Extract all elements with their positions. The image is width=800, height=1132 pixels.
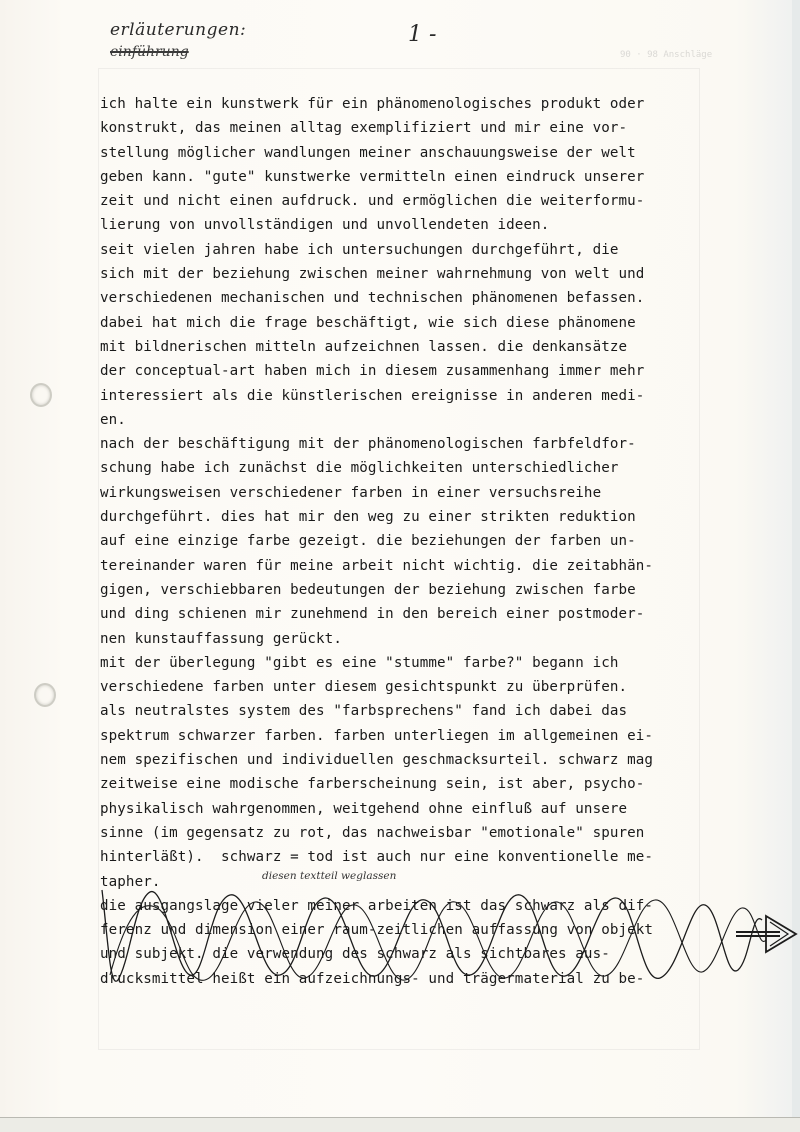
text-line: zeitweise eine modische farberscheinung sein, ist aber, psycho- <box>100 776 645 793</box>
text-line: verschiedene farben unter diesem gesichtspunkt zu überprüfen. <box>100 679 628 696</box>
text-line: lierung von unvollständigen und unvollendeten ideen. <box>100 217 550 234</box>
typed-body-text <box>100 92 740 991</box>
text-line: seit vielen jahren habe ich untersuchungen durchgeführt, die <box>100 241 619 258</box>
paragraph-2 <box>100 238 740 432</box>
text-line: mit der überlegung "gibt es eine "stumme" farbe?" begann ich <box>100 654 619 671</box>
text-line: nem spezifischen und individuellen geschmacksurteil. schwarz mag <box>100 752 654 769</box>
page-right-edge <box>792 0 800 1132</box>
punch-hole-bottom <box>34 683 56 707</box>
text-line: auf eine einzige farbe gezeigt. die beziehungen der farben un- <box>100 533 636 550</box>
text-line: schung habe ich zunächst die möglichkeiten unterschiedlicher <box>100 460 619 477</box>
text-line: drucksmittel heißt ein aufzeichnungs- und trägermaterial zu be- <box>100 970 645 987</box>
text-line: zeit und nicht einen aufdruck. und ermöglichen die weiterformu- <box>100 193 645 210</box>
handwritten-margin-note: diesen textteil weglassen <box>262 870 397 882</box>
text-line: tereinander waren für meine arbeit nicht wichtig. die zeitabhän- <box>100 557 654 574</box>
text-line: und ding schienen mir zunehmend in den bereich einer postmoder- <box>100 606 645 623</box>
text-line: spektrum schwarzer farben. farben unterliegen im allgemeinen ei- <box>100 727 654 744</box>
bleed-through-header: 90 · 98 Anschläge <box>620 50 713 60</box>
text-line: verschiedenen mechanischen und technischen phänomenen befassen. <box>100 290 645 307</box>
text-line: ferenz und dimension einer raum-zeitlichen auffassung von objekt <box>100 922 654 939</box>
handwritten-heading: erläuterungen: <box>110 20 247 40</box>
right-arrow-icon <box>736 916 796 952</box>
paragraph-1 <box>100 92 740 238</box>
text-line: physikalisch wahrgenommen, weitgehend ohne einfluß auf unsere <box>100 800 628 817</box>
text-line: tapher. <box>100 873 161 890</box>
text-line: ich halte ein kunstwerk für ein phänomenologisches produkt oder <box>100 96 645 112</box>
text-line: der conceptual-art haben mich in diesem zusammenhang immer mehr <box>100 363 645 380</box>
text-line: nen kunstauffassung gerückt. <box>100 630 342 647</box>
page-number: 1 - <box>408 22 437 47</box>
text-line: geben kann. "gute" kunstwerke vermitteln einen eindruck unserer <box>100 168 645 185</box>
text-line: dabei hat mich die frage beschäftigt, wie sich diese phänomene <box>100 314 636 331</box>
text-line: hinterläßt). schwarz = tod ist auch nur eine konventionelle me- <box>100 849 654 866</box>
text-line: wirkungsweisen verschiedener farben in einer versuchsreihe <box>100 484 602 501</box>
text-line: sinne (im gegensatz zu rot, das nachweisbar "emotionale" spuren <box>100 824 645 841</box>
text-line: mit bildnerischen mitteln aufzeichnen lassen. die denkansätze <box>100 338 628 355</box>
text-line: gigen, verschiebbaren bedeutungen der beziehung zwischen farbe <box>100 581 636 598</box>
page-bottom-edge <box>0 1117 800 1132</box>
text-line: die ausgangslage vieler meiner arbeiten ist das schwarz als dif- <box>100 897 654 914</box>
text-line: konstrukt, das meinen alltag exemplifiziert und mir eine vor- <box>100 120 628 137</box>
text-line: interessiert als die künstlerischen ereignisse in anderen medi- <box>100 387 645 404</box>
paragraph-4 <box>100 651 740 894</box>
text-line: als neutralstes system des "farbsprechens" fand ich dabei das <box>100 703 628 720</box>
text-line: sich mit der beziehung zwischen meiner wahrnehmung von welt und <box>100 266 645 283</box>
punch-hole-top <box>30 383 52 407</box>
paragraph-5-struck <box>100 894 740 991</box>
text-line: stellung möglicher wandlungen meiner anschauungsweise der welt <box>100 144 636 161</box>
text-line: en. <box>100 411 126 428</box>
paragraph-3 <box>100 432 740 651</box>
text-line: und subjekt. die verwendung des schwarz als sichtbares aus- <box>100 946 610 963</box>
handwritten-struck-word: einführung <box>110 44 189 60</box>
text-line: nach der beschäftigung mit der phänomenologischen farbfeldfor- <box>100 436 636 453</box>
text-line: durchgeführt. dies hat mir den weg zu einer strikten reduktion <box>100 509 636 526</box>
